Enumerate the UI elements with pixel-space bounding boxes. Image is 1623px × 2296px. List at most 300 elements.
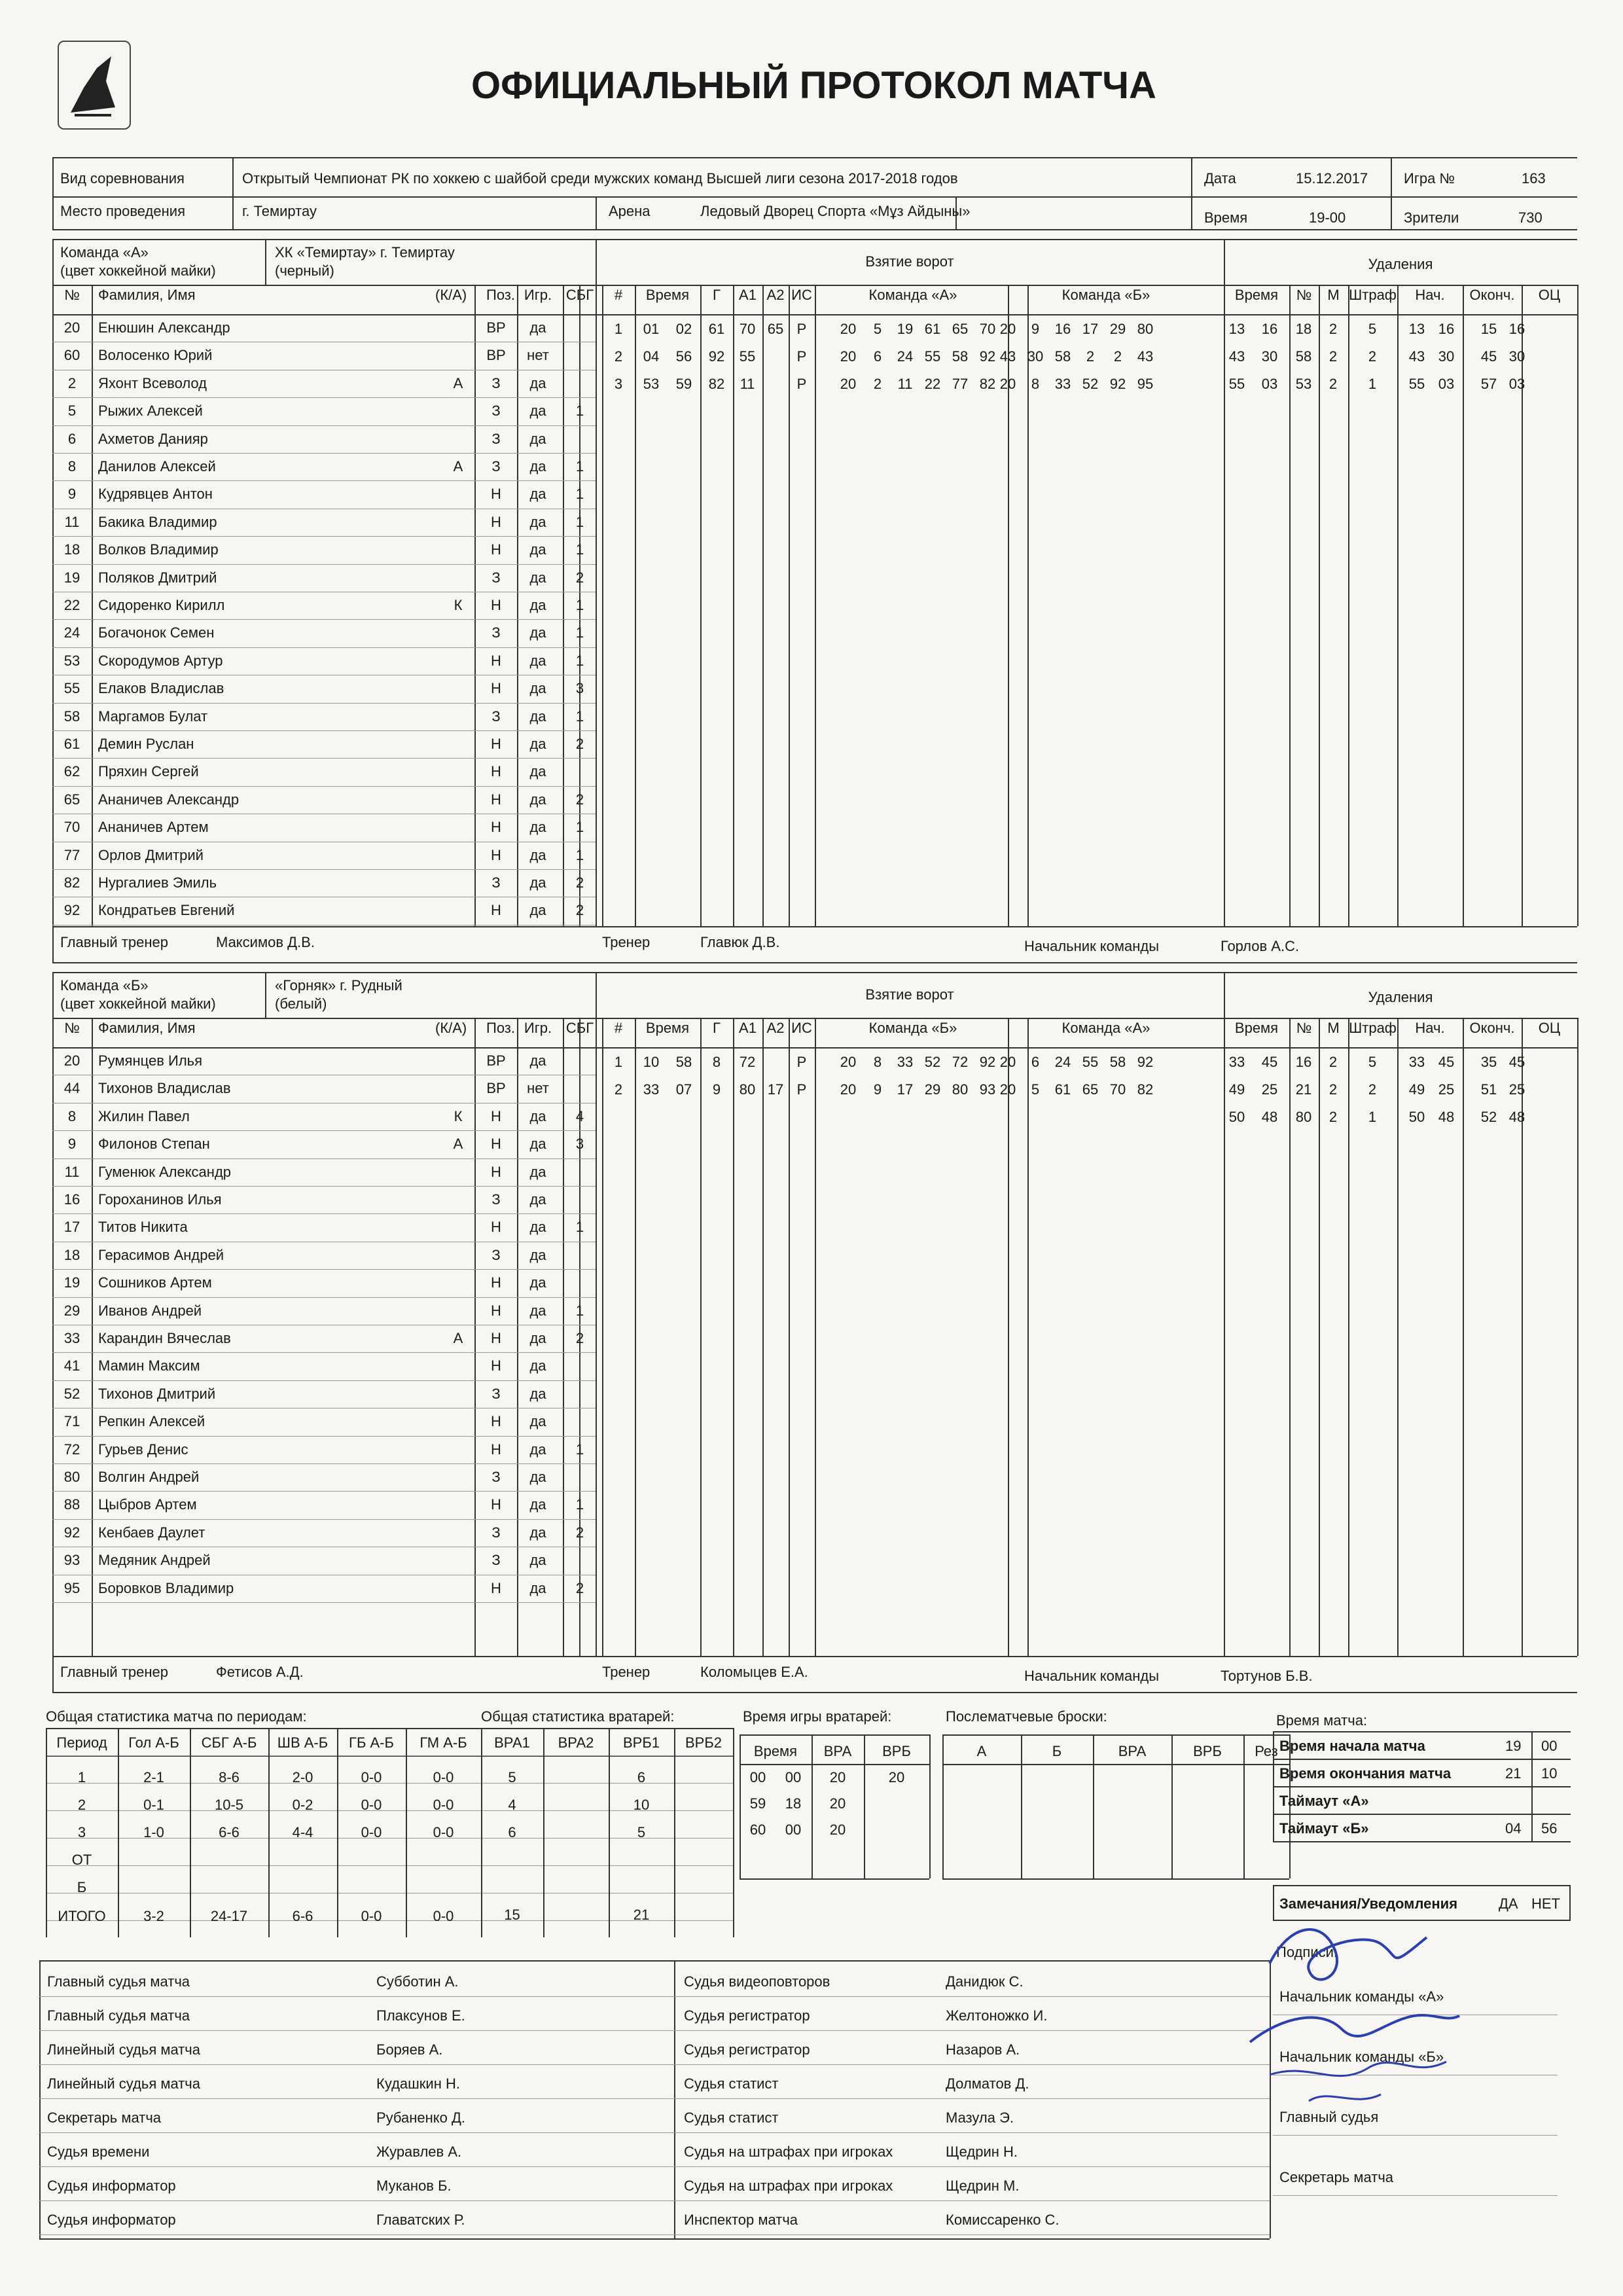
team-b-player-name: Сошников Артем — [98, 1274, 212, 1291]
period-cell: 0-0 — [361, 1769, 382, 1785]
team-a-player-sog: 2 — [575, 569, 584, 586]
team-a-player-pos: З — [491, 430, 501, 447]
period-cell: 3-2 — [143, 1908, 164, 1924]
rule — [39, 2132, 674, 2133]
rule — [52, 157, 54, 229]
rule — [39, 2234, 674, 2235]
team-a-pen-cell: 57 — [1480, 376, 1497, 392]
gktime-cell: 60 — [749, 1821, 766, 1838]
team-a-player-pos: ВР — [486, 347, 506, 364]
rule — [52, 1269, 596, 1270]
period-cell: 2 — [77, 1797, 86, 1813]
rule — [733, 1018, 734, 1656]
rule — [1397, 285, 1399, 926]
rule — [190, 1728, 191, 1937]
team-a-goal-cell: 55 — [739, 348, 756, 365]
rule — [52, 564, 596, 565]
place-label: Место проведения — [60, 203, 185, 219]
team-a-trainer: Главюк Д.В. — [700, 934, 780, 950]
rule — [740, 1878, 929, 1880]
team-a-player-played: да — [529, 430, 546, 447]
period-cell: Б — [77, 1879, 87, 1895]
team-a-player-played: да — [529, 597, 546, 613]
team-b-onice1-cell: 20 — [840, 1081, 857, 1098]
signature-label: Начальник команды «А» — [1279, 1988, 1444, 2005]
team-b-goal-cell: 17 — [767, 1081, 784, 1098]
team-a-player-pos: Н — [491, 791, 501, 808]
team-a-pen-h: М — [1327, 287, 1340, 303]
team-a-player-played: да — [529, 319, 546, 336]
rule — [474, 1018, 476, 1656]
rule — [1348, 285, 1349, 926]
team-a-goal-cell: 1 — [614, 321, 623, 337]
period-cell: 0-0 — [433, 1824, 454, 1840]
team-b-player-name: Медяник Андрей — [98, 1552, 211, 1569]
rule — [1577, 285, 1578, 926]
team-b-goal-cell: 8 — [712, 1054, 721, 1070]
team-b-roster-h: СБГ — [565, 1020, 594, 1036]
team-b-player-pos: Н — [491, 1357, 501, 1374]
competition-label: Вид соревнования — [60, 170, 185, 187]
team-b-player-played: да — [529, 1441, 546, 1458]
official-name: Субботин А. — [376, 1973, 459, 1990]
matchtime-label: Время окончания матча — [1279, 1765, 1452, 1782]
team-a-player-ka: К — [454, 597, 463, 613]
matchtime-h: 19 — [1505, 1738, 1522, 1754]
team-a-pen-h: Штраф — [1349, 287, 1397, 303]
period-cell: 1 — [77, 1769, 86, 1785]
rule — [52, 1692, 1577, 1693]
team-b-player-pos: Н — [491, 1413, 501, 1430]
team-b-player-num: 17 — [63, 1219, 80, 1236]
team-a-pen-cell: 30 — [1438, 348, 1455, 365]
period-cell: 6-6 — [292, 1908, 313, 1924]
team-a-player-name: Енюшин Александр — [98, 319, 230, 336]
team-b-goal-cell: Р — [796, 1054, 807, 1070]
team-a-player-name: Елаков Владислав — [98, 680, 224, 697]
team-b-player-pos: Н — [491, 1219, 501, 1236]
team-a-onice1-cell: 82 — [979, 376, 996, 392]
team-a-player-num: 65 — [63, 791, 80, 808]
period-cell: 4-4 — [292, 1824, 313, 1840]
team-a-goals-title: Взятие ворот — [865, 253, 954, 270]
rule — [52, 1656, 1577, 1657]
team-a-onice2-cell: 2 — [1113, 348, 1122, 365]
team-b-player-pos: З — [491, 1552, 501, 1569]
team-b-team-name: «Горняк» г. Рудный — [275, 977, 402, 994]
team-b-onice1-cell: 17 — [897, 1081, 914, 1098]
team-b-player-num: 92 — [63, 1524, 80, 1541]
gktime-cell: 20 — [829, 1769, 846, 1785]
team-b-player-pos: З — [491, 1246, 501, 1263]
official-role: Судья информатор — [47, 2212, 176, 2228]
team-b-player-pos: З — [491, 1469, 501, 1485]
rule — [39, 2030, 674, 2031]
rule — [1191, 157, 1192, 229]
team-a-onice1-cell: 11 — [897, 376, 913, 392]
team-a-team-name: ХК «Темиртау» г. Темиртау — [275, 244, 455, 260]
team-a-pen-cell: 55 — [1228, 376, 1245, 392]
team-a-goal-cell: 65 — [767, 321, 784, 337]
team-b-player-num: 29 — [63, 1302, 80, 1319]
team-a-player-played: нет — [527, 347, 549, 364]
team-a-trainer-label: Тренер — [602, 934, 651, 950]
team-b-pen-cell: 49 — [1408, 1081, 1425, 1098]
rule — [762, 285, 764, 926]
rule — [52, 1436, 596, 1437]
team-b-player-sog: 3 — [575, 1136, 584, 1153]
team-a-player-sog: 1 — [575, 513, 584, 530]
team-b-player-num: 72 — [63, 1441, 80, 1458]
rule — [52, 1186, 596, 1187]
team-a-player-sog: 3 — [575, 680, 584, 697]
game-value: 163 — [1522, 170, 1546, 187]
rule — [474, 285, 476, 926]
rule — [1273, 1759, 1571, 1760]
team-b-player-name: Кенбаев Даулет — [98, 1524, 205, 1541]
team-a-onice2-cell: 80 — [1137, 321, 1154, 337]
team-a-coach-label: Главный тренер — [60, 934, 168, 950]
team-a-goal-cell: Р — [796, 321, 807, 337]
team-b-player-num: 11 — [64, 1163, 80, 1180]
team-b-player-pos: Н — [491, 1330, 501, 1346]
team-a-player-name: Богачонок Семен — [98, 624, 215, 641]
team-b-pen-cell: 25 — [1261, 1081, 1278, 1098]
team-b-player-pos: Н — [491, 1274, 501, 1291]
rule — [1577, 1018, 1578, 1656]
team-a-onice2-cell: 43 — [999, 348, 1016, 365]
rule — [563, 1018, 564, 1656]
team-a-player-name: Бакика Владимир — [98, 513, 217, 530]
team-a-player-name: Поляков Дмитрий — [98, 569, 217, 586]
rule — [740, 1734, 929, 1736]
rule — [674, 2030, 1270, 2031]
period-cell: 2-1 — [143, 1769, 164, 1785]
team-b-pen-cell: 48 — [1261, 1109, 1278, 1125]
team-a-goal-cell: 70 — [739, 321, 756, 337]
team-b-player-num: 52 — [63, 1385, 80, 1402]
team-a-player-pos: З — [491, 403, 501, 420]
official-name: Желтоножко И. — [946, 2007, 1048, 2024]
team-b-goal-cell: 80 — [739, 1081, 756, 1098]
team-b-onice1-cell: 92 — [979, 1054, 996, 1070]
team-b-pen-cell: 50 — [1408, 1109, 1425, 1125]
team-a-player-num: 9 — [67, 486, 77, 503]
team-a-player-sog: 1 — [575, 541, 584, 558]
official-role: Судья на штрафах при игроках — [684, 2144, 893, 2160]
team-a-player-num: 11 — [64, 513, 80, 530]
period-cell: 8-6 — [219, 1769, 240, 1785]
period-cell: ИТОГО — [58, 1908, 106, 1924]
team-b-goal-h: Г — [713, 1020, 721, 1036]
team-b-pen-cell: 45 — [1438, 1054, 1455, 1070]
rule — [52, 1158, 596, 1159]
team-a-roster-h: Игр. — [524, 287, 552, 303]
team-a-goal-cell: 11 — [740, 376, 755, 392]
team-a-onice1-cell: 22 — [924, 376, 941, 392]
team-b-player-played: нет — [527, 1080, 549, 1097]
team-b-player-played: да — [529, 1052, 546, 1069]
rule — [46, 1755, 733, 1756]
official-name: Кудашкин Н. — [376, 2075, 460, 2092]
team-a-player-pos: З — [491, 374, 501, 391]
team-b-player-played: да — [529, 1246, 546, 1263]
team-a-player-played: да — [529, 458, 546, 475]
team-a-player-sog: 1 — [575, 652, 584, 669]
team-a-player-num: 70 — [63, 819, 80, 836]
rule — [52, 1380, 596, 1381]
periods-h: Гол А-Б — [128, 1734, 179, 1751]
rule — [92, 1018, 93, 1656]
team-b-player-num: 20 — [63, 1052, 80, 1069]
rule — [52, 1519, 596, 1520]
time-label: Время — [1204, 209, 1248, 226]
rule — [596, 239, 597, 926]
official-role: Секретарь матча — [47, 2109, 162, 2126]
team-a-pen-cell: 13 — [1408, 321, 1425, 337]
rule — [1021, 1734, 1022, 1878]
team-a-team-label: Команда «А» — [60, 244, 149, 260]
team-a-roster-h: Поз. — [486, 287, 515, 303]
team-b-player-played: да — [529, 1274, 546, 1291]
rule — [52, 1297, 596, 1298]
team-a-pen-cell: 30 — [1261, 348, 1278, 365]
gktime-cell: 59 — [749, 1795, 766, 1812]
team-b-goals-title: Взятие ворот — [865, 986, 954, 1003]
rule — [1273, 1814, 1571, 1815]
team-b-roster-h: Фамилия, Имя — [98, 1020, 196, 1036]
team-a-player-pos: Н — [491, 486, 501, 503]
team-b-goal-h: Время — [645, 1020, 690, 1036]
gktime-title: Время игры вратарей: — [743, 1708, 892, 1725]
team-a-onice-2: Команда «Б» — [1061, 287, 1150, 303]
team-b-goal-cell: 58 — [675, 1054, 692, 1070]
team-b-coach-label: Главный тренер — [60, 1664, 168, 1680]
rule — [46, 1728, 733, 1729]
team-b-player-num: 88 — [63, 1496, 80, 1513]
team-a-pen-cell: 55 — [1408, 376, 1425, 392]
team-b-player-played: да — [529, 1496, 546, 1513]
gktime-h: Время — [753, 1743, 798, 1759]
gk-cell: 10 — [633, 1797, 650, 1813]
team-b-player-name: Карандин Вячеслав — [98, 1330, 231, 1346]
team-b-player-played: да — [529, 1107, 546, 1124]
official-role: Главный судья матча — [47, 2007, 190, 2024]
team-a-player-sog: 2 — [575, 791, 584, 808]
team-b-player-pos: Н — [491, 1579, 501, 1596]
team-a-onice2-cell: 92 — [1109, 376, 1126, 392]
team-b-goal-h: # — [614, 1020, 623, 1036]
team-b-team-label: Команда «Б» — [60, 977, 149, 994]
rule — [942, 1734, 944, 1878]
team-a-roster-h: Фамилия, Имя — [98, 287, 196, 303]
signatures-title: Подписи: — [1276, 1944, 1338, 1960]
team-a-player-sog: 1 — [575, 624, 584, 641]
periods-h: Период — [56, 1734, 107, 1751]
team-a-goal-h: Время — [645, 287, 690, 303]
rule — [1531, 1731, 1533, 1841]
team-b-player-name: Тихонов Владислав — [98, 1080, 231, 1097]
team-a-goal-h: # — [614, 287, 623, 303]
gk-cell: 15 — [504, 1907, 520, 1923]
team-a-player-num: 61 — [63, 736, 80, 752]
period-cell: 0-0 — [433, 1797, 454, 1813]
remarks-label: Замечания/Уведомления — [1279, 1895, 1458, 1912]
team-a-onice1-cell: 61 — [924, 321, 941, 337]
official-name: Муканов Б. — [376, 2178, 452, 2194]
team-b-player-name: Румянцев Илья — [98, 1052, 203, 1069]
rule — [52, 536, 596, 537]
rule — [1463, 285, 1464, 926]
team-b-pen-cell: 52 — [1480, 1109, 1497, 1125]
team-b-onice1-cell: 80 — [952, 1081, 969, 1098]
rule — [1093, 1734, 1094, 1878]
team-a-onice2-cell: 58 — [1054, 348, 1071, 365]
period-cell: 0-0 — [433, 1908, 454, 1924]
team-a-player-ka: А — [453, 374, 463, 391]
rule — [635, 1018, 636, 1656]
team-b-onice1-cell: 33 — [897, 1054, 914, 1070]
team-a-player-ka: А — [453, 458, 463, 475]
team-a-player-pos: З — [491, 569, 501, 586]
team-a-pen-h: ОЦ — [1538, 287, 1561, 303]
period-cell: 1-0 — [143, 1824, 164, 1840]
rule — [52, 730, 596, 731]
team-b-player-played: да — [529, 1163, 546, 1180]
team-a-player-played: да — [529, 902, 546, 919]
periods-title: Общая статистика матча по периодам: — [46, 1708, 307, 1725]
team-a-manager-label: Начальник команды — [1024, 938, 1160, 954]
team-a-onice1-cell: 92 — [979, 348, 996, 365]
team-b-pen-cell: 49 — [1228, 1081, 1245, 1098]
team-a-onice2-cell: 43 — [1137, 348, 1154, 365]
rule — [1273, 1731, 1274, 1841]
team-a-player-played: да — [529, 819, 546, 836]
team-a-onice1-cell: 70 — [979, 321, 996, 337]
team-a-onice2-cell: 20 — [999, 376, 1016, 392]
team-b-goal-cell: 2 — [614, 1081, 623, 1098]
team-b-coach: Фетисов А.Д. — [216, 1664, 304, 1680]
team-a-onice1-cell: 2 — [873, 376, 882, 392]
team-b-onice2-cell: 20 — [999, 1054, 1016, 1070]
team-b-player-name: Цыбров Артем — [98, 1496, 197, 1513]
team-b-player-sog: 2 — [575, 1524, 584, 1541]
team-b-player-num: 18 — [63, 1246, 80, 1263]
rule — [596, 196, 597, 229]
team-b-player-sog: 4 — [575, 1107, 584, 1124]
team-a-pen-cell: 16 — [1261, 321, 1278, 337]
team-a-player-num: 2 — [67, 374, 77, 391]
rule — [674, 2132, 1270, 2133]
rule — [52, 1213, 596, 1214]
rule — [1171, 1734, 1173, 1878]
team-a-pen-cell: 30 — [1508, 348, 1525, 365]
team-a-player-pos: Н — [491, 902, 501, 919]
team-a-player-played: да — [529, 624, 546, 641]
team-a-player-name: Кондратьев Евгений — [98, 902, 235, 919]
gk-cell: 6 — [508, 1824, 516, 1840]
team-b-player-sog: 1 — [575, 1219, 584, 1236]
official-name: Плаксунов Е. — [376, 2007, 465, 2024]
team-a-player-name: Кудрявцев Антон — [98, 486, 213, 503]
team-b-pen-h: Штраф — [1349, 1020, 1397, 1036]
team-a-player-played: да — [529, 763, 546, 780]
team-a-onice2-cell: 2 — [1086, 348, 1095, 365]
team-b-goal-cell: 1 — [614, 1054, 623, 1070]
official-role: Судья видеоповторов — [684, 1973, 830, 1990]
team-a-player-sog: 1 — [575, 819, 584, 836]
team-a-goal-cell: 02 — [675, 321, 692, 337]
arena-value: Ледовый Дворец Спорта «Мұз Айдыны» — [700, 203, 971, 219]
team-a-roster-h: СБГ — [565, 287, 594, 303]
team-a-pen-cell: 43 — [1228, 348, 1245, 365]
team-a-onice2-cell: 29 — [1109, 321, 1126, 337]
team-a-goal-cell: 82 — [708, 376, 725, 392]
rule — [52, 1463, 596, 1464]
gk-cell: 4 — [508, 1797, 516, 1813]
team-a-pen-cell: 16 — [1438, 321, 1455, 337]
shootout-h: А — [976, 1743, 987, 1759]
team-b-onice2-cell: 61 — [1054, 1081, 1071, 1098]
gk-title: Общая статистика вратарей: — [481, 1708, 675, 1725]
team-a-player-sog: 2 — [575, 902, 584, 919]
team-a-onice1-cell: 77 — [952, 376, 969, 392]
team-a-player-num: 20 — [63, 319, 80, 336]
rule — [52, 926, 1577, 927]
period-cell: 0-0 — [361, 1797, 382, 1813]
shootout-h: Рез — [1255, 1743, 1278, 1759]
time-value: 19-00 — [1309, 209, 1346, 226]
period-cell: 0-0 — [361, 1908, 382, 1924]
team-a-player-played: да — [529, 513, 546, 530]
team-a-player-num: 62 — [63, 763, 80, 780]
rule — [789, 1018, 790, 1656]
team-a-player-pos: Н — [491, 513, 501, 530]
rule — [52, 972, 1577, 973]
rule — [52, 758, 596, 759]
team-b-player-name: Тихонов Дмитрий — [98, 1385, 216, 1402]
team-a-goal-cell: 56 — [675, 348, 692, 365]
team-b-player-played: да — [529, 1524, 546, 1541]
team-a-player-name: Пряхин Сергей — [98, 763, 199, 780]
gk-cell: 5 — [637, 1824, 646, 1840]
team-b-player-played: да — [529, 1579, 546, 1596]
team-a-player-num: 6 — [67, 430, 77, 447]
team-b-player-num: 95 — [63, 1579, 80, 1596]
team-b-pen-cell: 2 — [1329, 1109, 1338, 1125]
gktime-cell: 18 — [785, 1795, 802, 1812]
rule — [52, 229, 1577, 230]
team-b-player-pos: Н — [491, 1441, 501, 1458]
gk-h: ВРБ1 — [622, 1734, 660, 1751]
rule — [700, 1018, 702, 1656]
team-a-onice1-cell: 24 — [897, 348, 914, 365]
official-role: Линейный судья матча — [47, 2075, 201, 2092]
team-b-goal-cell: 07 — [675, 1081, 692, 1098]
team-b-onice2-cell: 70 — [1109, 1081, 1126, 1098]
shootout-h: Б — [1052, 1743, 1062, 1759]
matchtime-title: Время матча: — [1276, 1712, 1368, 1729]
rule — [39, 2200, 674, 2201]
team-b-player-num: 16 — [63, 1191, 80, 1208]
team-a-player-num: 5 — [67, 403, 77, 420]
signature-marks — [1230, 1911, 1479, 2108]
team-a-player-num: 8 — [67, 458, 77, 475]
team-b-onice1-cell: 8 — [873, 1054, 882, 1070]
team-a-onice1-cell: 5 — [873, 321, 882, 337]
gktime-cell: 00 — [749, 1769, 766, 1785]
rule — [52, 647, 596, 648]
